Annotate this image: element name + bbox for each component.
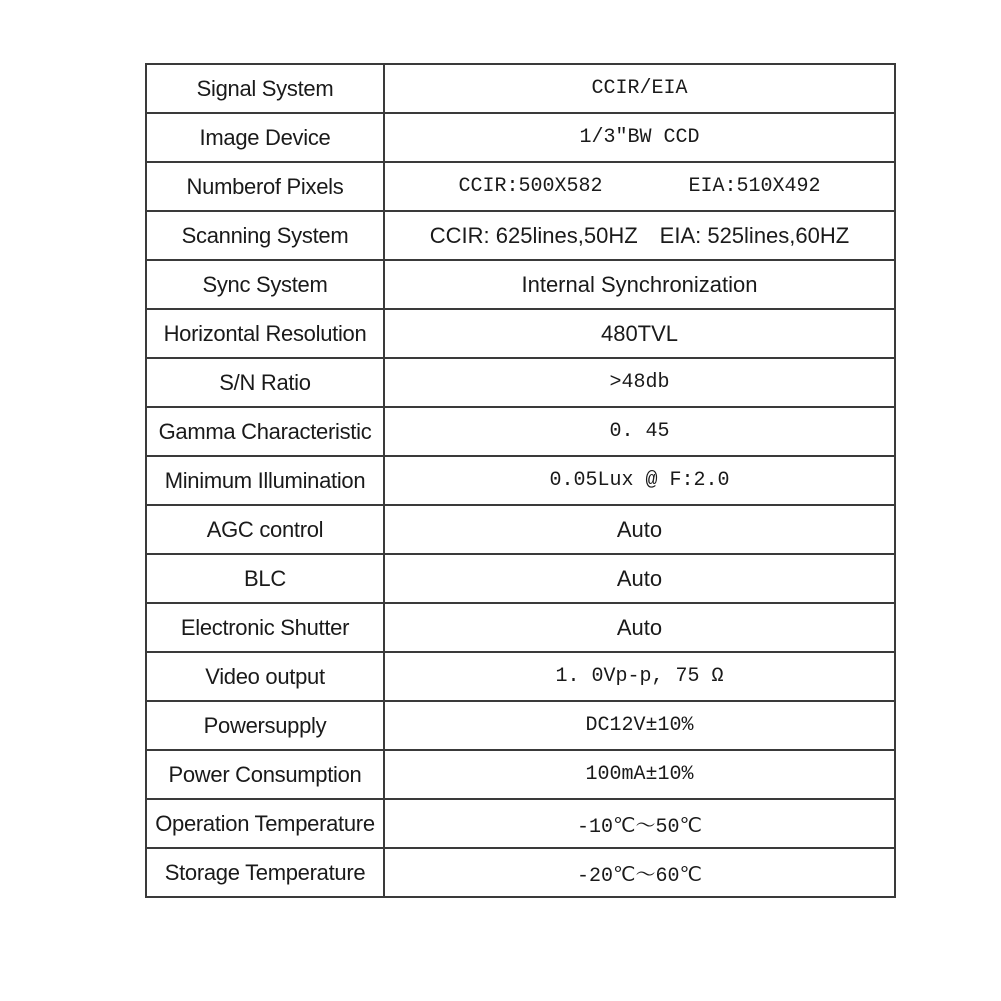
spec-label: Operation Temperature — [146, 799, 384, 848]
spec-value: CCIR/EIA — [384, 64, 895, 113]
table-row — [146, 260, 895, 309]
table-row — [146, 162, 895, 211]
spec-label: BLC — [146, 554, 384, 603]
spec-label: S/N Ratio — [146, 358, 384, 407]
spec-label: Horizontal Resolution — [146, 309, 384, 358]
spec-value: 0. 45 — [384, 407, 895, 456]
spec-value — [384, 211, 895, 260]
spec-value: -10℃～50℃ — [384, 799, 895, 848]
spec-value: 0.05Lux @ F:2.0 — [384, 456, 895, 505]
spec-label: Sync System — [146, 260, 384, 309]
table-row — [146, 309, 895, 358]
table-row — [146, 603, 895, 652]
table-row — [146, 799, 895, 848]
table-row — [146, 113, 895, 162]
spec-value: Internal Synchronization — [384, 260, 895, 309]
spec-label: Signal System — [146, 64, 384, 113]
spec-label: Gamma Characteristic — [146, 407, 384, 456]
spec-label: Electronic Shutter — [146, 603, 384, 652]
spec-value: 1/3″BW CCD — [384, 113, 895, 162]
spec-label: Power Consumption — [146, 750, 384, 799]
spec-label: Numberof Pixels — [146, 162, 384, 211]
table-row — [146, 750, 895, 799]
table-row — [146, 64, 895, 113]
table-row — [146, 848, 895, 897]
table-row — [146, 456, 895, 505]
spec-label: Storage Temperature — [146, 848, 384, 897]
table-row — [146, 211, 895, 260]
spec-label: Image Device — [146, 113, 384, 162]
table-row — [146, 505, 895, 554]
spec-value-eia: EIA:510X492 — [688, 175, 821, 198]
spec-label: Scanning System — [146, 211, 384, 260]
spec-label: Video output — [146, 652, 384, 701]
spec-label: AGC control — [146, 505, 384, 554]
spec-value: DC12V±10% — [384, 701, 895, 750]
table-row — [146, 554, 895, 603]
spec-label: Minimum Illumination — [146, 456, 384, 505]
table-row — [146, 652, 895, 701]
spec-value-ccir: CCIR: 625lines,50HZ — [429, 222, 638, 248]
spec-value: 100mA±10% — [384, 750, 895, 799]
spec-value: >48db — [384, 358, 895, 407]
spec-value: Auto — [384, 554, 895, 603]
spec-value: Auto — [384, 505, 895, 554]
spec-value — [384, 162, 895, 211]
table-row — [146, 358, 895, 407]
table-row — [146, 407, 895, 456]
spec-value: 480TVL — [384, 309, 895, 358]
spec-label: Powersupply — [146, 701, 384, 750]
spec-value: -20℃～60℃ — [384, 848, 895, 897]
spec-value: Auto — [384, 603, 895, 652]
spec-value-eia: EIA: 525lines,60HZ — [659, 222, 850, 248]
spec-value: 1. 0Vp-p, 75 Ω — [384, 652, 895, 701]
spec-value-ccir: CCIR:500X582 — [458, 175, 603, 198]
table-row — [146, 701, 895, 750]
spec-table — [145, 63, 896, 898]
